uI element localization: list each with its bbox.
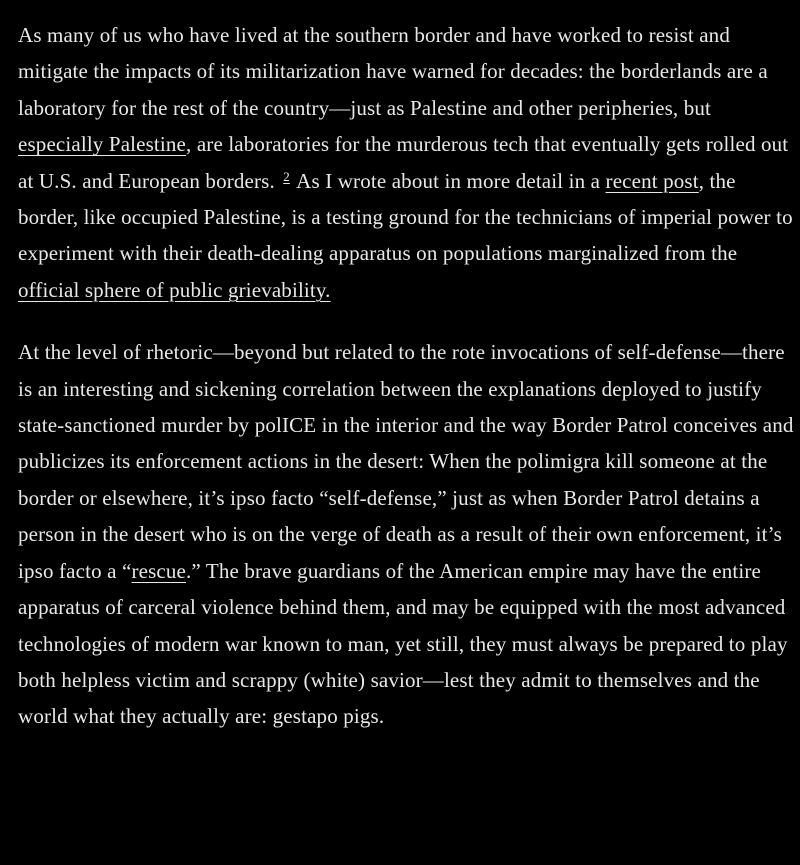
footnote-2-link[interactable]: 2 [283, 168, 290, 184]
public-grievability-link[interactable]: official sphere of public grievability. [18, 277, 331, 302]
paragraph-text: .” The brave guardians of the American empire may have the entire apparatus of carceral violence behind them, and may be equipped with the most advanced technologies of modern war known to man, yet still, they must always be prepared to play both helpless victim and scrappy (white) savior—lest they admit to themselves and the world what they actually are: gestapo pigs. [18, 558, 788, 729]
paragraph-text: , the border, like occupied Palestine, is a testing ground for the technicians of imperial power to experiment with their death-dealing apparatus on populations marginalized from the [18, 168, 793, 266]
paragraph-borderlands-laboratory [18, 17, 800, 308]
especially-palestine-link[interactable]: especially Palestine [18, 132, 187, 157]
paragraph-text: , are laboratories for the murderous tech that eventually gets rolled out at U.S. and European borders. [18, 132, 789, 193]
rescue-link[interactable]: rescue [131, 558, 186, 583]
paragraph-text: As I wrote about in more detail in a [291, 168, 606, 193]
recent-post-link[interactable]: recent post [605, 168, 699, 193]
paragraph-rhetoric [18, 334, 800, 734]
paragraph-text: As many of us who have lived at the southern border and have worked to resist and mitigate the impacts of its militarization have warned for decades: the borderlands are a laboratory for the rest of the country—just as Palestine and other peripheries, but [18, 23, 768, 120]
paragraph-text: At the level of rhetoric—beyond but related to the rote invocations of self-defense—there is an interesting and sickening correlation between the explanations deployed to justify state-sanctioned murder by polICE in the interior and the way Border Patrol conceives and publicizes its enforcement actions in the desert: When the polimigra kill someone at the border or elsewhere, it’s ipso facto “self-defense,” just as when Border Patrol detains a person in the desert who is on the verge of death as a result of their own enforcement, it’s ipso facto a “ [18, 340, 794, 583]
